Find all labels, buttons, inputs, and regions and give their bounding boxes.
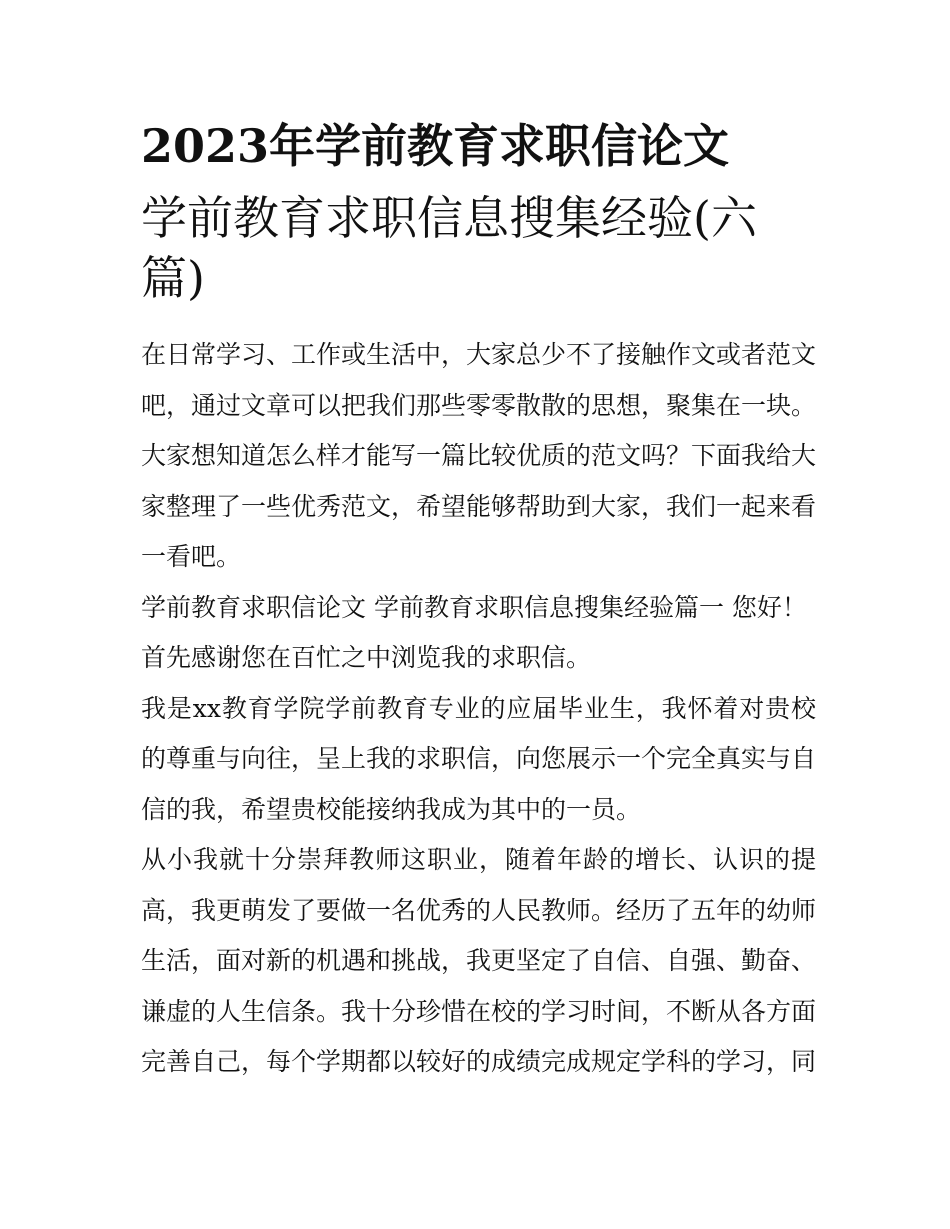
document-title	[141, 116, 816, 308]
paragraph-aspiration: 从小我就十分崇拜教师这职业，随着年龄的增长、认识的提高，我更萌发了要做一名优秀的人民教师。经历了五年的幼师生活，面对新的机遇和挑战，我更坚定了自信、自强、勤奋、谦虚的人生信条。我十分珍惜在校的学习时间，不断从各方面完善自己，每个学期都以较好的成绩完成规定学科的学习，同	[141, 845, 817, 1076]
document-body	[141, 330, 816, 1088]
paragraph-self-intro: 我是xx教育学院学前教育专业的应届毕业生，我怀着对贵校的尊重与向往，呈上我的求职信，向您展示一个完全真实与自信的我，希望贵校能接纳我成为其中的一员。	[141, 693, 817, 824]
document-page	[141, 116, 816, 1088]
title-line-1: 2023年学前教育求职信论文	[141, 119, 730, 173]
paragraph-thanks: 首先感谢您在百忙之中浏览我的求职信。	[141, 643, 592, 672]
paragraph-heading: 学前教育求职信论文 学前教育求职信息搜集经验篇一 您好！	[141, 592, 807, 622]
title-line-2: 学前教育求职信息搜集经验(六篇)	[141, 191, 757, 305]
paragraph-intro: 在日常学习、工作或生活中，大家总少不了接触作文或者范文吧，通过文章可以把我们那些零零散散的思想，聚集在一块。大家想知道怎么样才能写一篇比较优质的范文吗？下面我给大家整理了一些优秀范文，希望能够帮助到大家，我们一起来看一看吧。	[141, 340, 817, 571]
